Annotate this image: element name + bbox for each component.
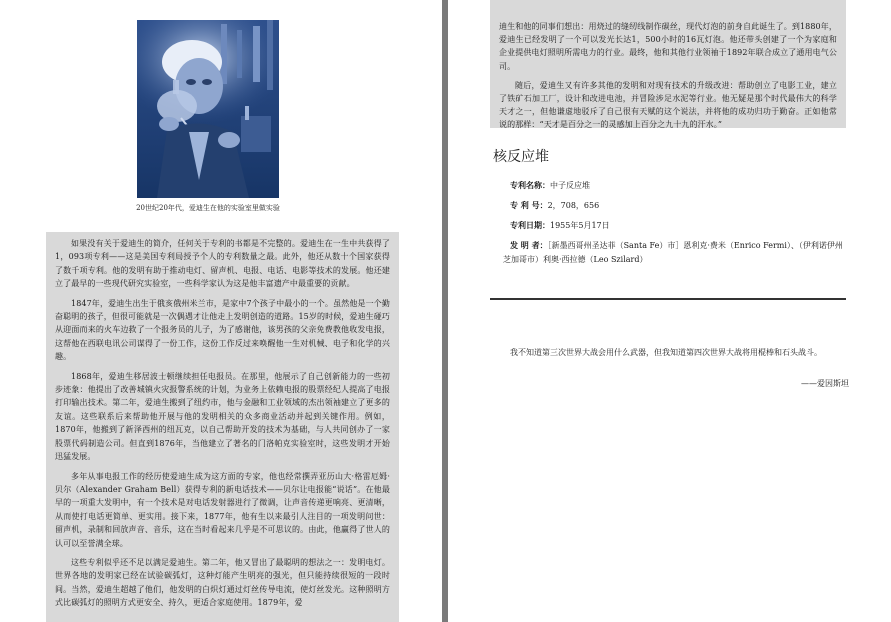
right-page	[448, 0, 891, 622]
quote-attribution: ——爱因斯坦	[801, 379, 849, 388]
biography-paragraph: 多年从事电报工作的经历使爱迪生成为这方面的专家，他也经常撰弄亚历山大·格雷厄姆·贝尔（Alexander Graham Bell）获得专利的新电话技术——贝尔让电报能“说话”。在他最早的一项重大发明中，有一个技术是对电话发射器进行了微调，让声音传递更响亮、更清晰，从而使打电话更简单、更实用。接下来，1877年，他有生以来最引人注目的一项发明问世：留声机，录制和回放声音、音乐，这在当时看起来几乎是不可思议的。由此，他赢得了世人的认可以至誉满全球。	[55, 471, 390, 548]
photo-illustration	[137, 20, 279, 198]
patent-date-value: 1955年5月17日	[550, 221, 610, 230]
edison-biography-continued-box	[490, 0, 846, 128]
biography-paragraph: 1847年，爱迪生出生于俄亥俄州米兰市，是家中7个孩子中最小的一个。虽然他是一个勤奋聪明的孩子，但很可能就是一次偶遇才让他走上发明创造的道路。15岁的时候，爱迪生碰巧从迎面而来的火车边救了一个报务员的儿子，为了感谢他，该男孩的父亲免费教他收发电报，这帮他在西联电讯公司谋得了一份工作，这份工作反过来唤醒他一生对机械、电子和化学的兴趣。	[55, 298, 390, 362]
left-page	[0, 0, 442, 622]
biography-paragraph: 这些专利似乎还不足以满足爱迪生。第二年，他又冒出了最聪明的想法之一：发明电灯。世界各地的发明家已经在试验碳弧灯，这种灯能产生明亮的强光，但只能持续很短的一段时间。当然，爱迪生超越了他们，他发明的白炽灯通过灯丝传导电流，使灯丝发光。这种照明方式比碳弧灯的照明方式更安全、持久，更适合家庭使用。1879年，爱	[55, 557, 390, 608]
patent-name-value: 中子反应堆	[550, 181, 590, 190]
einstein-quote: 我不知道第三次世界大战会用什么武器，但我知道第四次世界大战将用棍棒和石头战斗。	[510, 348, 822, 357]
patent-inventor-label: 发 明 者：	[510, 240, 548, 250]
section-title: 核反应堆	[493, 149, 549, 165]
patent-inventor-field	[503, 239, 850, 266]
biography-paragraph: 1868年，爱迪生移居波士顿继续担任电报员。在那里，他展示了自己创新能力的一些初步迹象：他提出了改善城镇火灾报警系统的计划，为业务上依赖电报的股票经纪人提高了电报打印输出技术。第二年，爱迪生搬到了纽约市，他与金融和工业领域的杰出领袖建立了更多的友谊。这些联系后来帮助他开展与他的发明相关的众多商业活动并起到关键作用。例如，1870年，他搬到了新泽西州的纽瓦克，以自己帮助开发的技术为基础，与人共同创办了一家股票代码制造公司。但直到1876年，当他建立了著名的门洛帕克实验室时，这些发明才开始迅猛发展。	[55, 371, 390, 462]
patent-date-field	[510, 219, 850, 233]
patent-number-label: 专 利 号：	[510, 200, 548, 210]
biography-paragraph: 如果没有关于爱迪生的简介，任何关于专利的书都是不完整的。爱迪生在一生中共获得了1，093项专利——这是美国专利局授予个人的专利数量之最。此外，他还从数十个国家获得了数千项专利。他的发明有助于推动电灯、留声机、电报、电话、电影等技术的发展。他还建立了最早的一些现代研究实验室，一些科学家认为这是他丰富遗产中最重要的贡献。	[55, 239, 390, 289]
biography-paragraph: 迪生和他的同事们想出：用烧过的缝纫线制作碳丝，现代灯泡的前身自此诞生了。到1880年，爱迪生已经发明了一个可以发光长达1，500小时的16瓦灯泡。他还带头创建了一个为家庭和企业提供电灯照明所需电力的行业。最终，他和其他行业领袖于1892年联合成立了通用电气公司。	[499, 22, 837, 71]
patent-date-label: 专利日期：	[510, 220, 550, 230]
patent-name-label: 专利名称：	[510, 180, 550, 190]
patent-inventor-value: ［新墨西哥州圣达菲（Santa Fe）市］恩利克·费米（Enrico Fermi）、（伊利诺伊州芝加哥市）利奥·西拉德（Leo Szilard）	[503, 241, 843, 264]
edison-laboratory-photo	[137, 20, 279, 198]
section-divider	[490, 298, 846, 300]
edison-biography-box	[46, 232, 399, 622]
patent-number-field	[510, 199, 850, 213]
patent-name-field	[510, 179, 850, 193]
biography-paragraph: 随后，爱迪生又有许多其他的发明和对现有技术的升级改进：帮助创立了电影工业，建立了铁矿石加工厂，设计和改进电池，并冒险涉足水泥等行业。他无疑是那个时代最伟大的科学天才之一，但他谦虚地驳斥了自己很有天赋的这个说法，并将他的成功归功于勤奋。正如他常说的那样：“天才是百分之一的灵感加上百分之九十九的汗水。”	[499, 80, 837, 130]
photo-caption: 20世纪20年代，爱迪生在他的实验室里做实验	[136, 204, 280, 212]
patent-number-value: 2，708，656	[547, 201, 600, 210]
